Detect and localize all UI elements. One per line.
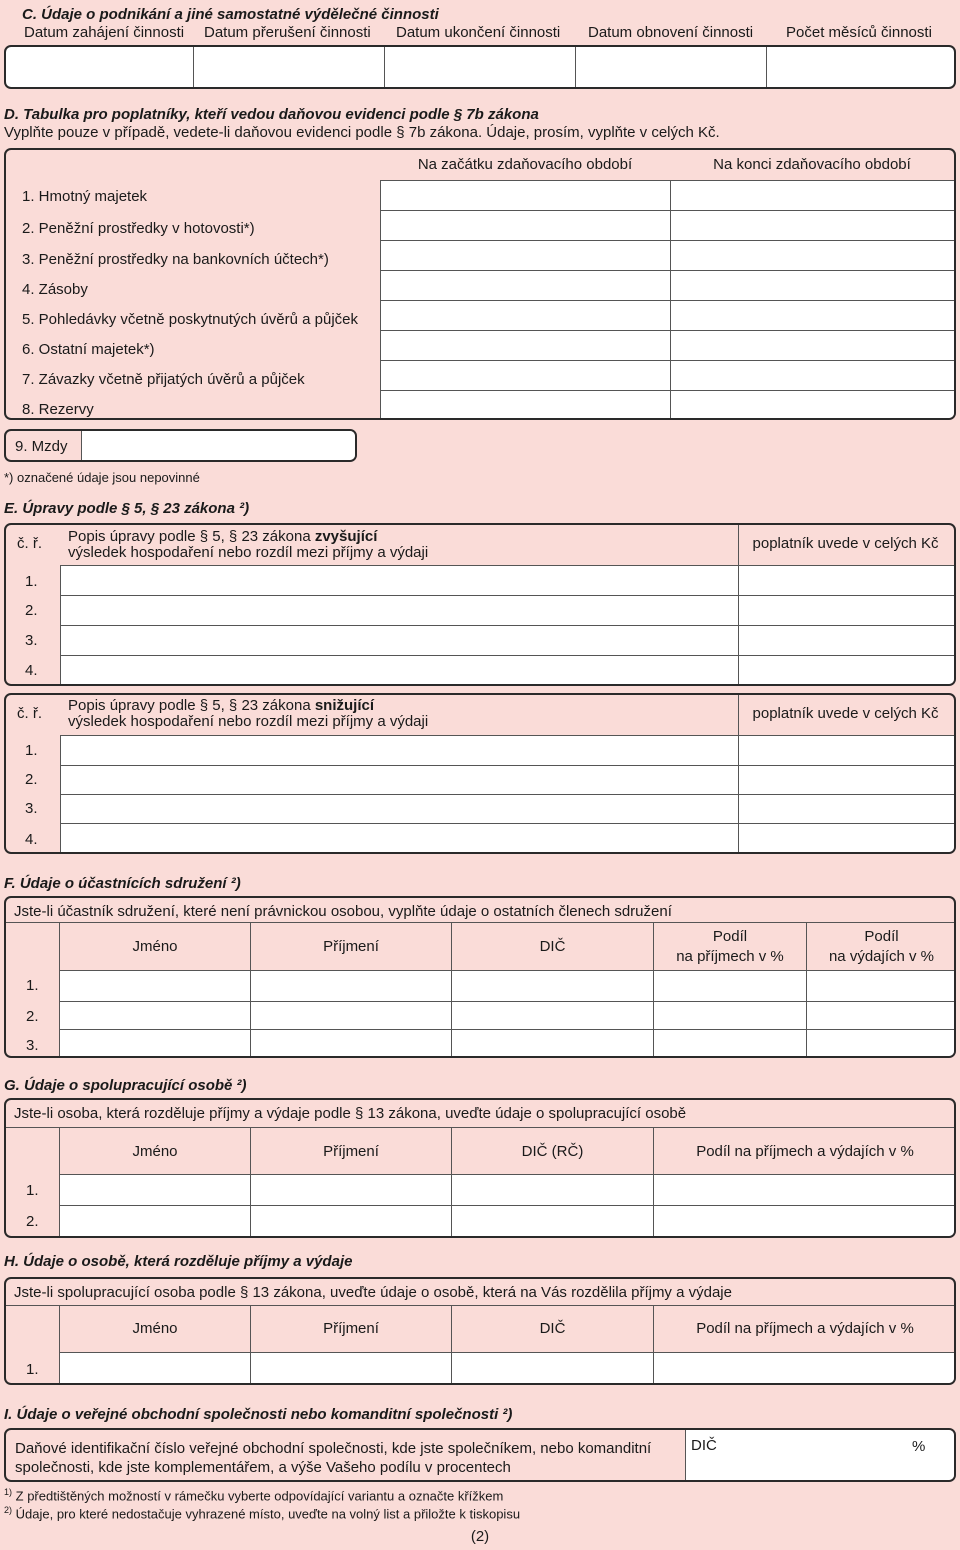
d-end-5[interactable]: [670, 300, 956, 331]
row-label-5: 5. Pohledávky včetně poskytnutých úvěrů a půjček: [22, 311, 359, 328]
i-percent-field[interactable]: [907, 1430, 956, 1482]
d-start-8[interactable]: [380, 390, 671, 420]
col-period-start: Na začátku zdaňovacího období: [417, 156, 633, 173]
row-label-7: 7. Závazky včetně přijatých úvěrů a půjček: [22, 371, 305, 388]
e-inc-desc-2[interactable]: [60, 595, 739, 626]
g-dic-2[interactable]: [451, 1205, 654, 1238]
row-label-6: 6. Ostatní majetek*): [22, 341, 155, 358]
section-g-table: [4, 1098, 956, 1238]
footnote-2: $^{2)}$ Údaje, pro které nedostačuje vyhrazené místo, uveďte na volný list a přiložte k tiskopisu: [4, 1505, 521, 1522]
e-increasing-table: [4, 523, 956, 686]
wages-field[interactable]: [81, 430, 356, 462]
e-inc-desc-1[interactable]: [60, 565, 739, 596]
i-dic-label: DIČ: [691, 1437, 717, 1454]
section-d-title: D. Tabulka pro poplatníky, kteří vedou daňovou evidenci podle § 7b zákona: [4, 106, 539, 123]
f-col-expense-share: Podíl na výdajích v %: [828, 928, 935, 965]
e-inc-description-header: Popis úpravy podle § 5, § 23 zákona zvyšující výsledek hospodaření nebo rozdíl mezi příjmy a výdaji: [68, 528, 429, 561]
e-dec-desc-2[interactable]: [60, 765, 739, 795]
f-expense-2[interactable]: [806, 1001, 956, 1030]
f-income-3[interactable]: [653, 1029, 807, 1058]
e-inc-amount-3[interactable]: [738, 625, 956, 656]
d-end-4[interactable]: [670, 270, 956, 301]
g-surname-2[interactable]: [250, 1205, 452, 1238]
g-col-surname: Příjmení: [323, 1143, 379, 1160]
section-g-title: G. Údaje o spolupracující osobě ²): [4, 1077, 247, 1094]
f-dic-1[interactable]: [451, 970, 654, 1002]
e-inc-amount-header: poplatník uvede v celých Kč: [752, 535, 939, 552]
f-name-3[interactable]: [59, 1029, 251, 1058]
col-end-date: Datum ukončení činnosti: [396, 24, 561, 41]
d-end-6[interactable]: [670, 330, 956, 361]
col-start-date: Datum zahájení činnosti: [24, 24, 185, 41]
f-income-1[interactable]: [653, 970, 807, 1002]
f-name-2[interactable]: [59, 1001, 251, 1030]
footnote-1: $^{1)}$ Z předtištěných možností v rámečku vyberte odpovídající variantu a označte křížkem: [4, 1487, 504, 1504]
row-label-8: 8. Rezervy: [22, 401, 94, 418]
start-date-field[interactable]: [6, 47, 193, 87]
row-label-4: 4. Zásoby: [22, 281, 88, 298]
e-dec-row-2: 2.: [25, 771, 38, 788]
e-decreasing-table: [4, 693, 956, 854]
g-dic-1[interactable]: [451, 1174, 654, 1206]
e-dec-amount-4[interactable]: [738, 823, 956, 854]
f-surname-2[interactable]: [250, 1001, 452, 1030]
f-row-3: 3.: [26, 1037, 39, 1054]
e-dec-amount-1[interactable]: [738, 735, 956, 766]
section-d-table: [4, 148, 956, 420]
footnote-1-mark: 1): [4, 1487, 13, 1497]
e-dec-amount-header: poplatník uvede v celých Kč: [752, 705, 939, 722]
renew-date-field[interactable]: [576, 47, 766, 87]
f-dic-3[interactable]: [451, 1029, 654, 1058]
e-inc-row-1: 1.: [25, 573, 38, 590]
e-dec-amount-2[interactable]: [738, 765, 956, 795]
e-inc-desc-3[interactable]: [60, 625, 739, 656]
g-col-name: Jméno: [132, 1143, 178, 1160]
section-c-fields: [4, 45, 956, 89]
interrupt-date-field[interactable]: [194, 47, 384, 87]
section-h-title: H. Údaje o osobě, která rozděluje příjmy a výdaje: [4, 1253, 353, 1270]
f-surname-1[interactable]: [250, 970, 452, 1002]
h-col-share: Podíl na příjmech a výdajích v %: [696, 1320, 914, 1337]
e-inc-row-2: 2.: [25, 602, 38, 619]
e-dec-row-1: 1.: [25, 742, 38, 759]
section-i-table: [4, 1428, 956, 1482]
d-end-8[interactable]: [670, 390, 956, 420]
d-start-3[interactable]: [380, 240, 671, 271]
end-date-field[interactable]: [385, 47, 575, 87]
d-start-7[interactable]: [380, 360, 671, 391]
col-interrupt-date: Datum přerušení činnosti: [204, 24, 371, 41]
e-inc-amount-2[interactable]: [738, 595, 956, 626]
e-inc-row-3: 3.: [25, 632, 38, 649]
col-months-count: Počet měsíců činnosti: [786, 24, 932, 41]
h-row-1: 1.: [26, 1361, 39, 1378]
i-description: Daňové identifikační číslo veřejné obchodní společnosti, kde jste společníkem, nebo komanditní společnosti, kde jste komplementářem, a výše Vašeho podílu v procentech: [15, 1440, 652, 1476]
g-name-2[interactable]: [59, 1205, 251, 1238]
e-dec-amount-3[interactable]: [738, 794, 956, 824]
d-end-2[interactable]: [670, 210, 956, 241]
e-dec-desc-1[interactable]: [60, 735, 739, 766]
e-inc-row-4: 4.: [25, 662, 38, 679]
f-intro: Jste-li účastník sdružení, které není právnickou osobou, vyplňte údaje o ostatních členech sdružení: [14, 903, 672, 920]
h-share-1[interactable]: [653, 1352, 956, 1385]
d-start-4[interactable]: [380, 270, 671, 301]
f-col-surname: Příjmení: [323, 938, 379, 955]
f-col-dic: DIČ: [539, 938, 566, 955]
f-col-income-share: Podíl na příjmech v %: [676, 928, 784, 965]
g-row-1: 1.: [26, 1182, 39, 1199]
d-start-6[interactable]: [380, 330, 671, 361]
g-name-1[interactable]: [59, 1174, 251, 1206]
page-number: (2): [470, 1528, 490, 1545]
h-col-surname: Příjmení: [323, 1320, 379, 1337]
f-surname-3[interactable]: [250, 1029, 452, 1058]
f-dic-2[interactable]: [451, 1001, 654, 1030]
f-row-2: 2.: [26, 1008, 39, 1025]
i-dic-field[interactable]: [685, 1429, 908, 1482]
col-period-end: Na konci zdaňovacího období: [713, 156, 911, 173]
section-e-title: E. Úpravy podle § 5, § 23 zákona ²): [4, 500, 250, 517]
f-expense-1[interactable]: [806, 970, 956, 1002]
section-f-title: F. Údaje o účastnících sdružení ²): [4, 875, 241, 892]
g-col-dic: DIČ (RČ): [521, 1143, 584, 1160]
e-dec-rownum-header: č. ř.: [17, 705, 42, 722]
e-dec-desc-3[interactable]: [60, 794, 739, 824]
f-row-1: 1.: [26, 977, 39, 994]
g-intro: Jste-li osoba, která rozděluje příjmy a výdaje podle § 13 zákona, uveďte údaje o spolupracující osobě: [14, 1105, 687, 1122]
g-surname-1[interactable]: [250, 1174, 452, 1206]
f-col-name: Jméno: [132, 938, 178, 955]
f-name-1[interactable]: [59, 970, 251, 1002]
h-col-name: Jméno: [132, 1320, 178, 1337]
optional-note: *) označené údaje jsou nepovinné: [4, 470, 200, 485]
e-dec-description-header: Popis úpravy podle § 5, § 23 zákona snižující výsledek hospodaření nebo rozdíl mezi příjmy a výdaji: [68, 697, 429, 730]
months-count-field[interactable]: [767, 47, 954, 87]
section-f-table: [4, 896, 956, 1058]
col-renew-date: Datum obnovení činnosti: [588, 24, 754, 41]
section-c-title: C. Údaje o podnikání a jiné samostatné výdělečné činnosti: [22, 6, 439, 23]
g-col-share: Podíl na příjmech a výdajích v %: [696, 1143, 914, 1160]
row-label-1: 1. Hmotný majetek: [22, 188, 148, 205]
d-end-7[interactable]: [670, 360, 956, 391]
h-intro: Jste-li spolupracující osoba podle § 13 zákona, uveďte údaje o osobě, která na Vás rozdělila příjmy a výdaje: [14, 1284, 732, 1301]
h-name-1[interactable]: [59, 1352, 251, 1385]
d-start-5[interactable]: [380, 300, 671, 331]
e-inc-amount-1[interactable]: [738, 565, 956, 596]
g-row-2: 2.: [26, 1213, 39, 1230]
section-i-title: I. Údaje o veřejné obchodní společnosti nebo komanditní společnosti ²): [4, 1406, 513, 1423]
h-dic-1[interactable]: [451, 1352, 654, 1385]
d-start-2[interactable]: [380, 210, 671, 241]
i-percent-label: %: [912, 1438, 926, 1455]
e-dec-row-3: 3.: [25, 800, 38, 817]
d-end-1[interactable]: [670, 180, 956, 211]
section-h-table: [4, 1277, 956, 1385]
row-label-3: 3. Peněžní prostředky na bankovních účtech*): [22, 251, 329, 268]
section-d-subtitle: Vyplňte pouze v případě, vedete-li daňovou evidenci podle § 7b zákona. Údaje, prosím, vyplňte v celých Kč.: [4, 124, 720, 141]
g-share-2[interactable]: [653, 1205, 956, 1238]
f-expense-3[interactable]: [806, 1029, 956, 1058]
g-share-1[interactable]: [653, 1174, 956, 1206]
wages-label: 9. Mzdy: [15, 438, 68, 455]
e-dec-row-4: 4.: [25, 831, 38, 848]
e-dec-desc-4[interactable]: [60, 823, 739, 854]
d-end-3[interactable]: [670, 240, 956, 271]
f-income-2[interactable]: [653, 1001, 807, 1030]
h-surname-1[interactable]: [250, 1352, 452, 1385]
row-label-2: 2. Peněžní prostředky v hotovosti*): [22, 220, 255, 237]
footnote-2-mark: 2): [4, 1505, 13, 1515]
e-inc-desc-4[interactable]: [60, 655, 739, 686]
e-inc-amount-4[interactable]: [738, 655, 956, 686]
wages-box: [4, 429, 357, 462]
h-col-dic: DIČ: [539, 1320, 566, 1337]
e-inc-rownum-header: č. ř.: [17, 535, 42, 552]
d-start-1[interactable]: [380, 180, 671, 211]
